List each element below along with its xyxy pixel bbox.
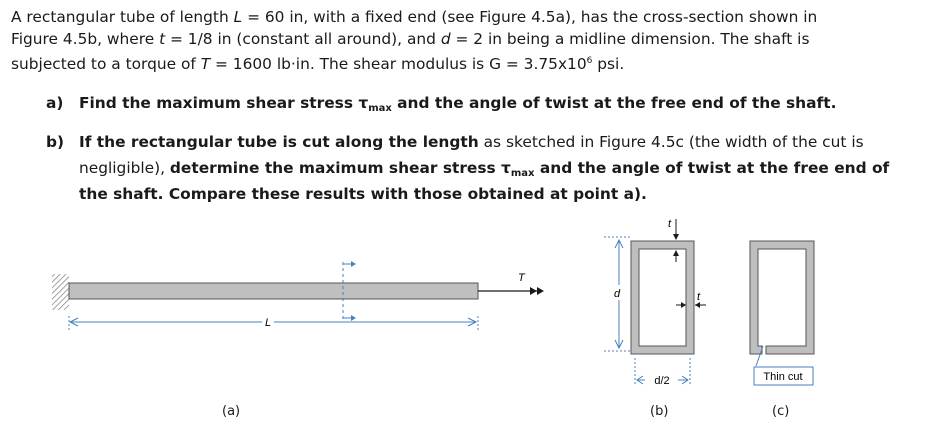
fixed-support: [52, 274, 69, 310]
figure-c-caption: (c): [772, 404, 790, 419]
intro-line-1: A rectangular tube of length L = 60 in, with a fixed end (see Figure 4.5a), has the cross-section shown in: [11, 8, 818, 26]
figure-b-caption: (b): [650, 404, 669, 419]
question-a: a) Find the maximum shear stress $\tau_{max}$ and the angle of twist at the free end of the shaft.: [46, 94, 837, 114]
tube-beam: [69, 283, 478, 299]
figure-c-open-section: [750, 241, 814, 385]
intro-line-3: subjected to a torque of T = 1600 lb·in. The shear modulus is $G = 3.75x10^6$ psi.: [11, 55, 625, 73]
thickness-top-label: t: [668, 218, 672, 230]
open-section: [750, 241, 814, 354]
torque-label: T: [518, 272, 525, 284]
length-label: L: [264, 317, 272, 329]
height-label: d: [614, 288, 621, 300]
width-label: d/2: [654, 375, 670, 387]
figure-a-caption: (a): [222, 404, 241, 419]
thin-cut-label: Thin cut: [763, 371, 803, 383]
intro-line-2: Figure 4.5b, where t = 1/8 in (constant all around), and d = 2 in being a midline dimension. The shaft is: [11, 30, 810, 48]
thickness-side-label: t: [697, 291, 701, 303]
question-b-line-2: negligible), determine the maximum shear stress $\tau_{max}$ and the angle of twist at the free end of: [79, 159, 890, 179]
figure-a-beam: [52, 261, 544, 330]
question-a-label: a): [46, 94, 64, 112]
question-b-label: b): [46, 133, 65, 151]
question-b: b) If the rectangular tube is cut along the length as sketched in Figure 4.5c (the width of the cut is negligible), determine the maximum shear stress $\tau_{max}$ and the angle of twist at the free end of the shaft. Compare these results with those obtained at point a).: [46, 133, 890, 203]
figure-b-section: [604, 218, 706, 387]
question-b-line-3: the shaft. Compare these results with those obtained at point a).: [79, 185, 647, 203]
